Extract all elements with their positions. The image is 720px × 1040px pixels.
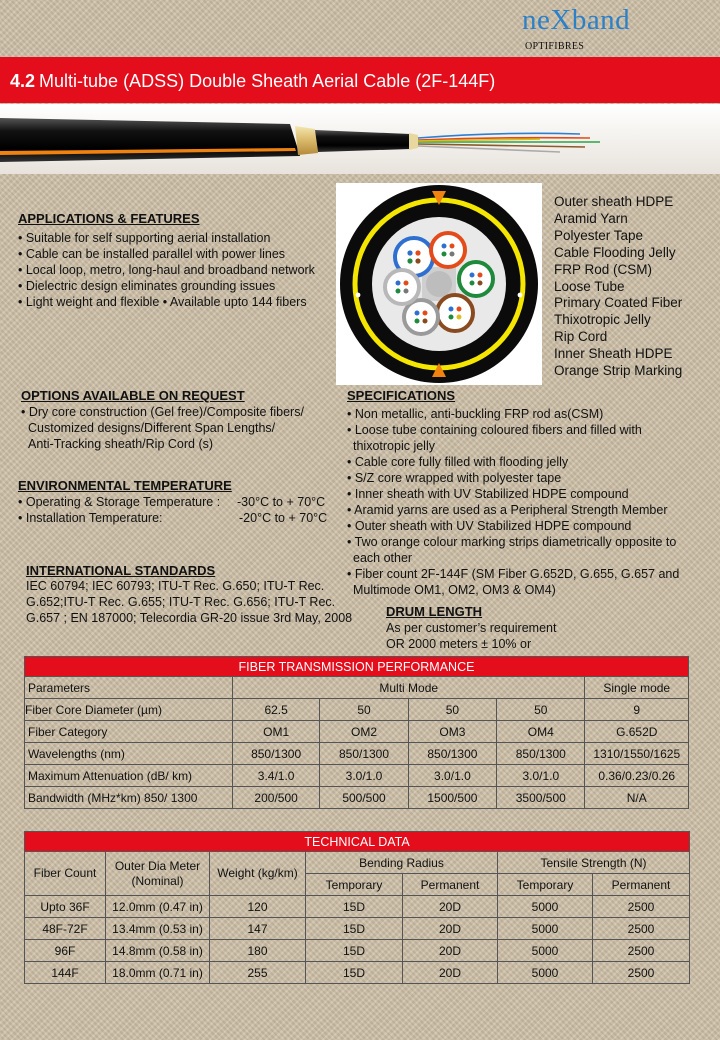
table-cell: OM2: [320, 721, 408, 743]
environment-row: [18, 510, 338, 526]
table-cell: 120: [210, 896, 306, 918]
legend-item: Inner Sheath HDPE: [554, 346, 673, 362]
drum-text: [386, 620, 556, 652]
table-cell: G.652D: [585, 721, 689, 743]
table-cell: 255: [210, 962, 306, 984]
options-line: Customized designs/Different Span Lengths/: [28, 421, 276, 435]
table-cell: OM3: [408, 721, 496, 743]
standards-line: G.657 ; EN 187000; Telecordia GR-20 issue 3rd May, 2008: [26, 611, 353, 625]
applications-item: • Cable can be installed parallel with power lines: [18, 247, 286, 261]
standards-line: G.652;ITU-T Rec. G.655; ITU-T Rec. G.656; ITU-T Rec.: [26, 595, 336, 609]
section-number: 4.2: [10, 71, 36, 91]
specifications-heading: SPECIFICATIONS: [347, 388, 456, 403]
table-cell: 5000: [498, 940, 593, 962]
standards-line: IEC 60794; IEC 60793; ITU-T Rec. G.650; ITU-T Rec.: [26, 579, 325, 593]
table-header-cell: Permanent: [403, 874, 498, 896]
table-cell: 147: [210, 918, 306, 940]
options-line: • Dry core construction (Gel free)/Composite fibers/: [21, 405, 304, 419]
brand-subtitle: OPTIFIBRES: [525, 41, 585, 52]
options-heading: OPTIONS AVAILABLE ON REQUEST: [21, 388, 245, 403]
table-cell: 20D: [403, 896, 498, 918]
table-header-cell: Outer Dia Meter (Nominal): [106, 852, 210, 896]
table-header-cell: Permanent: [593, 874, 690, 896]
table-cell: 20D: [403, 918, 498, 940]
applications-item: • Local loop, metro, long-haul and broadband network: [18, 263, 315, 277]
table-row: [25, 765, 689, 787]
table-cell: 62.5: [232, 699, 319, 721]
table-cell: 13.4mm (0.53 in): [106, 918, 210, 940]
table-row: [25, 677, 689, 699]
table-cell: 96F: [25, 940, 106, 962]
table-cell: 50: [320, 699, 408, 721]
cable-cross-section: [336, 183, 542, 385]
legend-item: Orange Strip Marking: [554, 363, 683, 379]
legend-item: Aramid Yarn: [554, 210, 628, 226]
environment-value: -30°C to + 70°C: [237, 495, 326, 509]
environment-label: • Operating & Storage Temperature :: [18, 495, 221, 509]
table-cell: 3.0/1.0: [408, 765, 496, 787]
legend-item: Polyester Tape: [554, 227, 644, 243]
drum-line: As per customer’s requirement: [386, 621, 557, 635]
table-header-cell: Weight (kg/km): [210, 852, 306, 896]
table-row: [25, 721, 689, 743]
environment-row: [18, 494, 338, 510]
spec-line: • Non metallic, anti-buckling FRP rod as(CSM): [347, 407, 604, 421]
table-cell: OM1: [232, 721, 319, 743]
environment-value: -20°C to + 70°C: [239, 511, 328, 525]
table-row-label: Maximum Attenuation (dB/ km): [25, 765, 233, 787]
table-cell: 5000: [498, 918, 593, 940]
cross-section-legend: [554, 194, 682, 380]
table-row: [25, 787, 689, 809]
environment-heading: ENVIRONMENTAL TEMPERATURE: [18, 478, 232, 493]
fiber-performance-table: [24, 656, 689, 809]
table-cell: 14.8mm (0.58 in): [106, 940, 210, 962]
technical-data-table: [24, 831, 690, 984]
standards-text: [26, 578, 352, 626]
table-cell: 20D: [403, 962, 498, 984]
table-cell: 9: [585, 699, 689, 721]
legend-item: Thixotropic Jelly: [554, 312, 651, 328]
table-header-cell: Temporary: [306, 874, 403, 896]
drum-line: OR 2000 meters ± 10% or: [386, 637, 532, 651]
standards-heading: INTERNATIONAL STANDARDS: [26, 563, 216, 578]
outer-sheath-shape: [0, 118, 300, 162]
table-cell: 200/500: [232, 787, 319, 809]
table-cell: 15D: [306, 962, 403, 984]
table-cell: 48F-72F: [25, 918, 106, 940]
table-row-label: Wavelengths (nm): [25, 743, 233, 765]
table-cell: 850/1300: [232, 743, 319, 765]
table-cell: 2500: [593, 918, 690, 940]
legend-item: FRP Rod (CSM): [554, 261, 653, 277]
applications-heading: APPLICATIONS & FEATURES: [18, 211, 200, 226]
legend-item: Outer sheath HDPE: [554, 194, 674, 209]
cable-photo: [0, 104, 720, 174]
spec-line: thixotropic jelly: [353, 439, 435, 453]
spec-line: • S/Z core wrapped with polyester tape: [347, 471, 562, 485]
table-cell: 2500: [593, 962, 690, 984]
table-cell: 1310/1550/1625: [585, 743, 689, 765]
table-cell: 20D: [403, 940, 498, 962]
table-cell: 12.0mm (0.47 in): [106, 896, 210, 918]
legend-item: Rip Cord: [554, 329, 608, 345]
table-header-cell: Parameters: [25, 677, 233, 699]
legend-item: Primary Coated Fiber: [554, 295, 683, 311]
table-cell: OM4: [497, 721, 585, 743]
legend-item: Loose Tube: [554, 278, 625, 294]
table-header-cell: Fiber Count: [25, 852, 106, 896]
table-cell: Upto 36F: [25, 896, 106, 918]
applications-item: • Suitable for self supporting aerial installation: [18, 231, 271, 245]
applications-item: • Dielectric design eliminates grounding issues: [18, 279, 276, 293]
table-header-cell: Temporary: [498, 874, 593, 896]
table-cell: 180: [210, 940, 306, 962]
rip-cord-left: [356, 293, 361, 298]
spec-line: • Cable core fully filled with flooding jelly: [347, 455, 569, 469]
options-line: Anti-Tracking sheath/Rip Cord (s): [28, 437, 214, 451]
spec-line: • Inner sheath with UV Stabilized HDPE compound: [347, 487, 629, 501]
table-row-label: Fiber Core Diameter (µm): [25, 699, 233, 721]
table-cell: 850/1300: [320, 743, 408, 765]
table-cell: 50: [497, 699, 585, 721]
table-cell: 3.4/1.0: [232, 765, 319, 787]
table-row: [25, 940, 690, 962]
section-title: Multi-tube (ADSS) Double Sheath Aerial Cable (2F-144F): [39, 71, 496, 91]
spec-line: Multimode OM1, OM2, OM3 & OM4): [353, 583, 556, 597]
table-row: [25, 699, 689, 721]
table-cell: 3.0/1.0: [497, 765, 585, 787]
table-cell: 15D: [306, 896, 403, 918]
spec-line: • Loose tube containing coloured fibers and filled with: [347, 423, 642, 437]
brand-logo: neXband: [522, 4, 631, 36]
table-cell: 5000: [498, 962, 593, 984]
table-row-label: Fiber Category: [25, 721, 233, 743]
spec-line: • Two orange colour marking strips diametrically opposite to: [347, 535, 677, 549]
table-cell: 850/1300: [408, 743, 496, 765]
spec-line: • Outer sheath with UV Stabilized HDPE compound: [347, 519, 632, 533]
table-cell: 5000: [498, 896, 593, 918]
table-row: [25, 743, 689, 765]
table-header-cell: Bending Radius: [306, 852, 498, 874]
spec-line: • Fiber count 2F-144F (SM Fiber G.652D, G.655, G.657 and: [347, 567, 680, 581]
table-cell: 2500: [593, 896, 690, 918]
specifications-list: [347, 406, 679, 598]
spec-line: • Aramid yarns are used as a Peripheral Strength Member: [347, 503, 668, 517]
table-cell: 850/1300: [497, 743, 585, 765]
legend-item: Cable Flooding Jelly: [554, 244, 676, 260]
table-row: [25, 918, 690, 940]
rip-cord-right: [518, 293, 523, 298]
table-cell: N/A: [585, 787, 689, 809]
table-row-label: Bandwidth (MHz*km) 850/ 1300: [25, 787, 233, 809]
applications-list: [18, 230, 315, 310]
table-row: [25, 896, 690, 918]
environment-rows: [18, 494, 338, 526]
table-cell: 1500/500: [408, 787, 496, 809]
table-cell: 15D: [306, 940, 403, 962]
table-row: [25, 962, 690, 984]
table-header-cell: Tensile Strength (N): [498, 852, 690, 874]
table-cell: 500/500: [320, 787, 408, 809]
table-cell: 15D: [306, 918, 403, 940]
drum-heading: DRUM LENGTH: [386, 604, 483, 619]
spec-line: each other: [353, 551, 413, 565]
table-cell: 50: [408, 699, 496, 721]
table-cell: 3500/500: [497, 787, 585, 809]
table-cell: 18.0mm (0.71 in): [106, 962, 210, 984]
table-header-cell: Multi Mode: [232, 677, 585, 699]
applications-item: • Light weight and flexible • Available upto 144 fibers: [18, 295, 307, 309]
page-title: [10, 71, 495, 92]
table-cell: 144F: [25, 962, 106, 984]
tech-table-title: TECHNICAL DATA: [25, 832, 690, 852]
environment-label: • Installation Temperature:: [18, 511, 163, 525]
table-cell: 3.0/1.0: [320, 765, 408, 787]
fiber-table-title: FIBER TRANSMISSION PERFORMANCE: [25, 657, 689, 677]
aramid-yarn-shape: [295, 126, 318, 155]
table-header-cell: Single mode: [585, 677, 689, 699]
table-cell: 0.36/0.23/0.26: [585, 765, 689, 787]
table-cell: 2500: [593, 940, 690, 962]
table-row: [25, 852, 690, 874]
options-text: [21, 404, 304, 452]
